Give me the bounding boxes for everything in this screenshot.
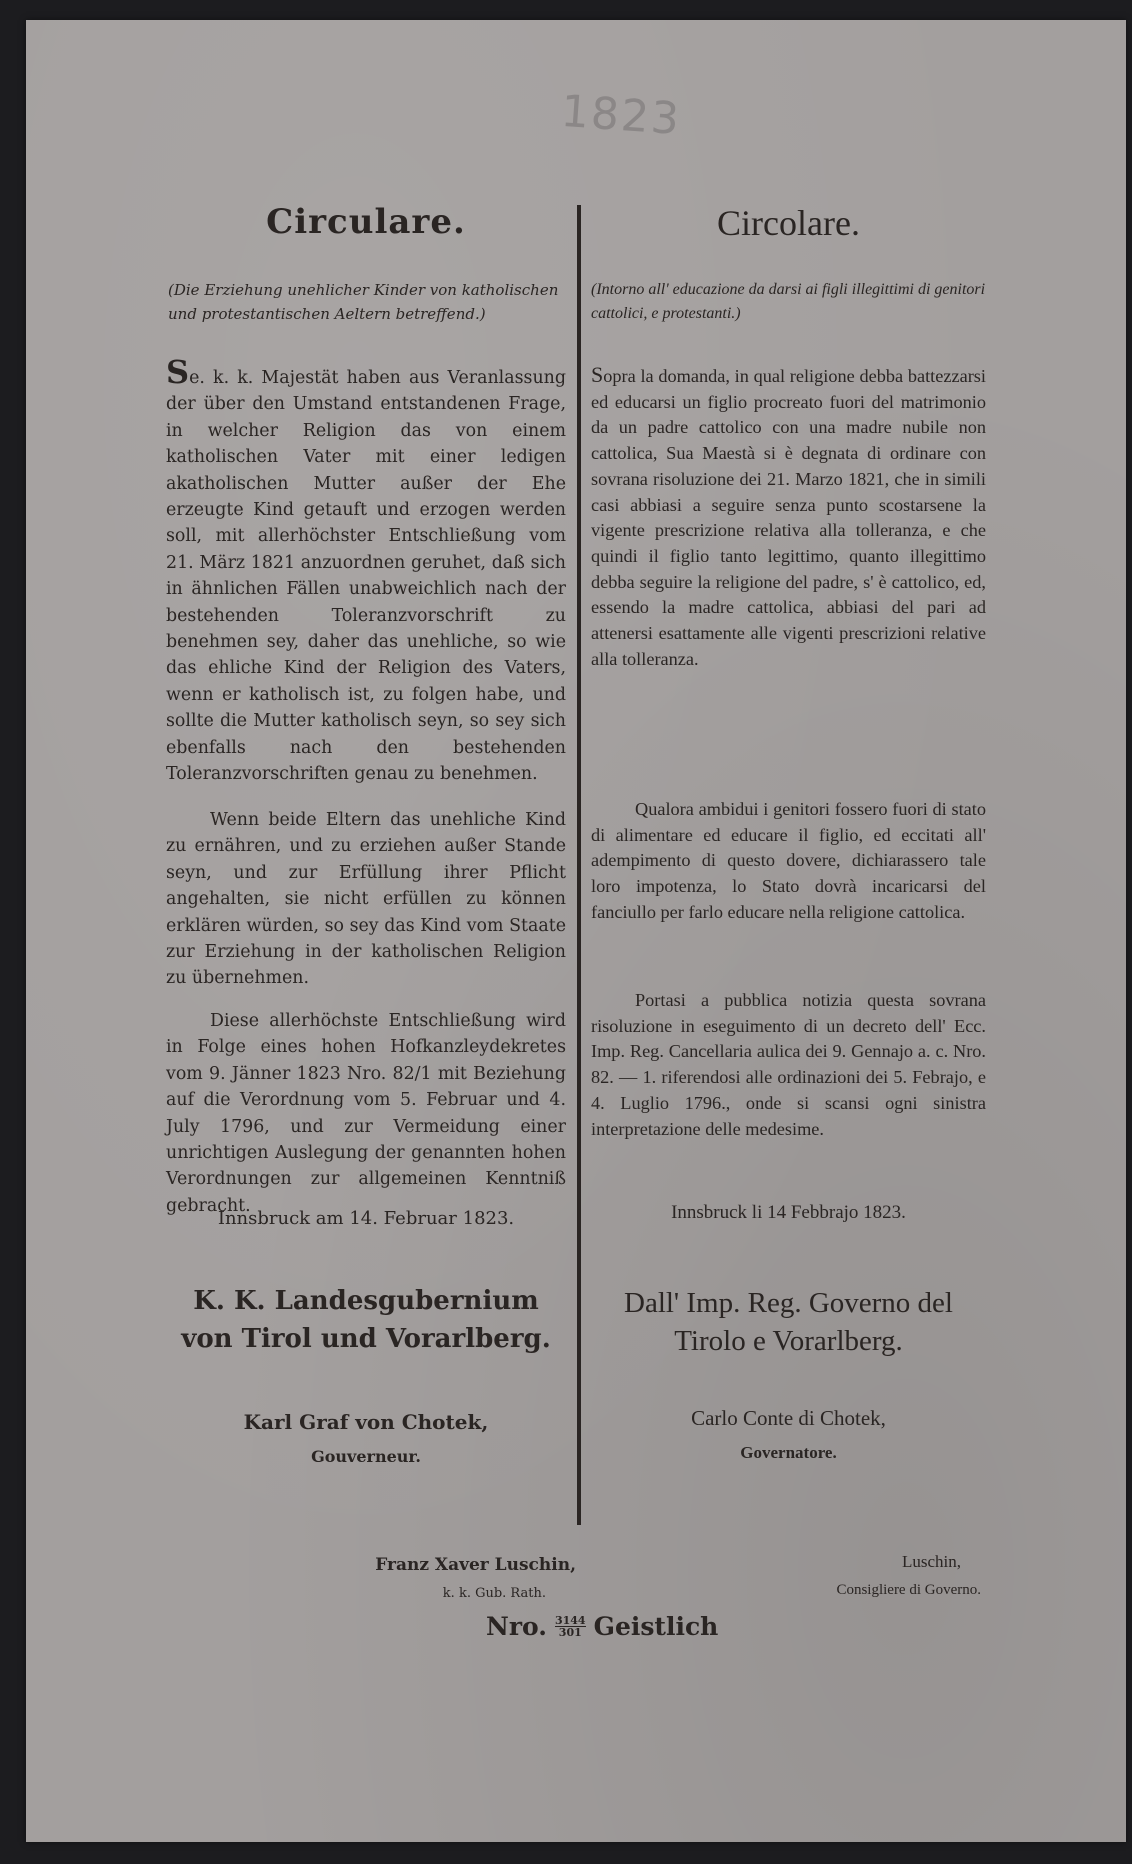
italian-paragraph-3: Portasi a pubblica notizia questa sovrana risoluzione in eseguimento di un decreto dell' Ecc. Imp. Reg. Cancellaria aulica dei 9. Gennajo a. c. Nro. 82. — 1. riferendosi alle ordinazioni dei 5. Febrajo, e 4. Luglio 1796., onde si scansi ogni sinistra interpretazione delle medesime. [591,990,986,1139]
document-sheet [26,20,1126,1842]
italian-paragraph-2: Qualora ambidui i genitori fossero fuori di stato di alimentare ed educare il figlio, ed eccitati all' adempimento di questo dovere, dichiarassero tale loro impotenza, lo Stato dovrà incaricarsi del fanciullo per farlo educare nella religione cattolica. [591,799,986,922]
italian-place-date: Innsbruck li 14 Febbrajo 1823. [671,1202,906,1223]
german-signatory: Karl Graf von Chotek, [243,1410,489,1434]
german-signatory-title: Gouverneur. [311,1447,421,1466]
document-number-fraction [555,1615,586,1638]
document-number-prefix: Nro. [486,1612,547,1641]
italian-countersign: Luschin, [901,1552,961,1571]
german-countersign-title: k. k. Gub. Rath. [442,1586,546,1601]
italian-signatory: Carlo Conte di Chotek, [691,1406,886,1430]
german-countersign: Franz Xaver Luschin, [375,1555,576,1575]
german-paragraph-1 [166,353,566,788]
german-place-date: Innsbruck am 14. Februar 1823. [217,1208,515,1229]
pencil-year-note: 1823 [559,85,683,146]
german-authority: K. K. Landesgubernium von Tirol und Vorarlberg. [181,1286,551,1354]
german-subtitle: (Die Erziehung unehlicher Kinder von katholischen und protestantischen Aeltern betreffend.) [168,281,559,323]
document-number-numerator: 3144 [554,1614,586,1627]
document-number-suffix: Geistlich [593,1612,719,1641]
document-number [486,1612,718,1641]
italian-dropcap: S [591,362,604,387]
italian-title: Circolare. [717,203,860,243]
italian-subtitle: (Intorno all' educazione da darsi ai figli illegittimi di genitori cattolici, e protestanti.) [591,281,986,322]
italian-paragraph-1-text: opra la domanda, in qual religione debba battezzarsi ed educarsi un figlio procreato fuori del matrimonio da un padre cattolico con una madre nubile non cattolica, Sua Maestà si è degnata di ordinare con sovrana risoluzione dei 21. Marzo 1821, che in simili casi abbiasi a seguire senza punto scostarsene la vigente prescrizione relativa alla tolleranza, e che quindi il figlio tanto legittimo, quanto illegittimo debba seguire la religione del padre, s' è cattolico, ed, essendo la madre cattolica, abbiasi del pari ad attenersi esattamente alle vigenti prescrizioni relative alla tolleranza. [591,366,986,669]
italian-countersign-title: Consigliere di Governo. [836,1582,981,1598]
document-number-denominator: 301 [558,1626,582,1639]
italian-signatory-title: Governatore. [740,1443,837,1462]
german-paragraph-2: Wenn beide Eltern das unehliche Kind zu ernähren, und zu erziehen außer Stande seyn, und zur Erfüllung ihrer Pflicht angehalten, sie nicht erfüllen zu können erklären würden, so sey das Kind vom Staate zur Erziehung in der katholischen Religion zu übernehmen. [166,810,566,989]
italian-paragraph-1 [591,364,986,672]
column-divider [577,205,581,1525]
italian-authority: Dall' Imp. Reg. Governo del Tirolo e Vorarlberg. [624,1287,953,1357]
german-title: Circulare. [266,202,466,242]
german-paragraph-3: Diese allerhöchste Entschließung wird in Folge eines hohen Hofkanzleydekretes vom 9. Jänner 1823 Nro. 82/1 mit Beziehung auf die Verordnung vom 5. Februar und 4. July 1796, und zur Vermeidung einer unrichtigen Auslegung der genannten hohen Verordnungen zur allgemeinen Kenntniß gebracht. [166,1011,566,1216]
german-paragraph-1-text: e. k. k. Majestät haben aus Veranlassung der über den Umstand entstandenen Frage, in welcher Religion das von einem katholischen Vater mit einer ledigen akatholischen Mutter außer der Ehe erzeugte Kind getauft und erzogen werden soll, mit allerhöchster Entschließung vom 21. März 1821 anzuordnen geruhet, daß sich in ähnlichen Fällen unabweichlich nach der bestehenden Toleranzvorschrift zu benehmen sey, daher das unehliche, so wie das ehliche Kind der Religion des Vaters, wenn er katholisch ist, zu folgen habe, und sollte die Mutter katholisch seyn, so sey sich ebenfalls nach den bestehenden Toleranzvorschriften genau zu benehmen. [166,368,566,785]
german-dropcap: S [166,353,190,391]
